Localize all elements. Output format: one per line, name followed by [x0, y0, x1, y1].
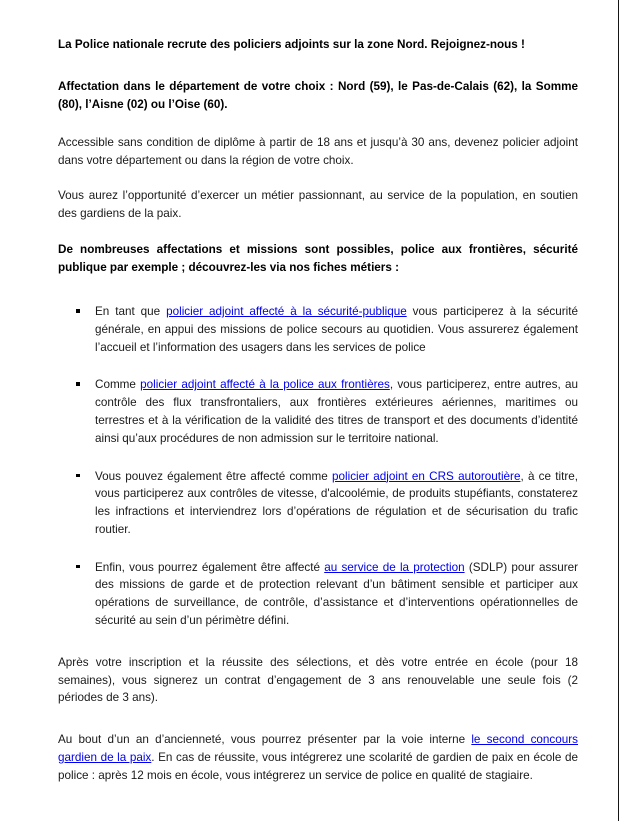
list-item-text-before: En tant que — [95, 305, 167, 319]
list-item-text-after: vous participerez à la sécurité générale, en appui des missions de police secours au quotidien. Vous assurerez également l’accueil et l’information des usagers dans les services de police — [95, 305, 578, 354]
document-content — [58, 0, 578, 784]
spacer-after-subtitle — [58, 113, 578, 134]
bullet-square-icon — [76, 309, 80, 313]
list-item-text-before: Enfin, vous pourrez également être affecté — [95, 560, 325, 574]
list-item-text — [95, 559, 578, 630]
document-subtitle: Affectation dans le département de votre choix : Nord (59), le Pas-de-Calais (62), la Somme (80), l’Aisne (02) ou l’Oise (60). — [58, 79, 578, 111]
link-second-concours-gardien-de-la-paix[interactable]: le second concours gardien de la paix — [58, 733, 579, 764]
missions-section-heading: De nombreuses affectations et missions sont possibles, police aux frontières, sécurité publique par exemple ; découvrez-les via nos fiches métiers : — [58, 243, 578, 275]
bullet-square-icon — [76, 565, 80, 569]
spacer-before-list — [58, 277, 578, 303]
missions-list — [58, 303, 578, 630]
spacer-after-paragraph-1 — [58, 170, 578, 187]
document-title: La Police nationale recrute des policiers adjoints sur la zone Nord. Rejoignez-nous ! — [58, 38, 525, 51]
spacer-after-title — [58, 54, 578, 78]
list-item — [58, 376, 578, 447]
spacer-top — [58, 0, 578, 36]
link-crs-autoroutiere[interactable]: policier adjoint en CRS autoroutière — [332, 469, 521, 483]
closing-text-before: Au bout d’un an d’ancienneté, vous pourrez présenter par la voie interne — [58, 733, 472, 747]
list-item-text-after: , vous participerez, entre autres, au contrôle des flux transfrontaliers, aux frontières extérieures aériennes, maritimes ou terrestres et à la vérification de la validité des titres de transport et des documents d’identité ainsi qu’aux procédures de non admission sur le territoire national. — [95, 378, 578, 445]
list-item-text — [95, 468, 578, 539]
bullet-square-icon — [76, 382, 80, 386]
intro-paragraph-1: Accessible sans condition de diplôme à partir de 18 ans et jusqu’à 30 ans, devenez policier adjoint dans votre département ou dans la région de votre choix. — [58, 136, 578, 168]
list-item-text-after: (SDLP) pour assurer des missions de garde et de protection relevant d’un bâtiment sensible et participer aux opérations de surveillance, de contrôle, d’assistance et d’interventions opérationnelles de sécurité au sein d’un périmètre défini. — [95, 560, 578, 627]
spacer-after-closing-1 — [58, 707, 578, 731]
list-item-text — [95, 376, 578, 447]
list-item — [58, 303, 578, 356]
list-item — [58, 468, 578, 539]
list-item-text — [95, 303, 578, 356]
spacer-after-list — [58, 630, 578, 654]
list-item-text-after: , à ce titre, vous participerez aux contrôles de vitesse, d'alcoolémie, de produits stupéfiants, constaterez les infractions et interviendrez lors d’opérations de régulation et de sécurisation du trafic routier. — [95, 469, 578, 536]
list-item — [58, 559, 578, 630]
bullet-square-icon — [76, 474, 80, 478]
link-police-aux-frontieres[interactable]: policier adjoint affecté à la police aux frontières — [140, 378, 390, 392]
closing-text-after: . En cas de réussite, vous intégrerez une scolarité de gardien de paix en école de police : après 12 mois en école, vous intégrerez un service de police en qualité de stagiaire. — [58, 750, 578, 782]
list-item-text-before: Vous pouvez également être affecté comme — [95, 469, 332, 483]
closing-paragraph-2 — [58, 731, 578, 784]
link-securite-publique[interactable]: policier adjoint affecté à la sécurité-publique — [166, 305, 407, 319]
spacer-after-paragraph-2 — [58, 222, 578, 241]
closing-paragraph-1: Après votre inscription et la réussite des sélections, et dès votre entrée en école (pour 18 semaines), vous signerez un contrat d’engagement de 3 ans renouvelable une seule fois (2 périodes de 3 ans). — [58, 655, 578, 705]
list-item-text-before: Comme — [95, 378, 141, 392]
link-service-de-la-protection[interactable]: au service de la protection — [324, 560, 465, 574]
intro-paragraph-2: Vous aurez l’opportunité d’exercer un métier passionnant, au service de la population, en soutien des gardiens de la paix. — [58, 188, 578, 220]
